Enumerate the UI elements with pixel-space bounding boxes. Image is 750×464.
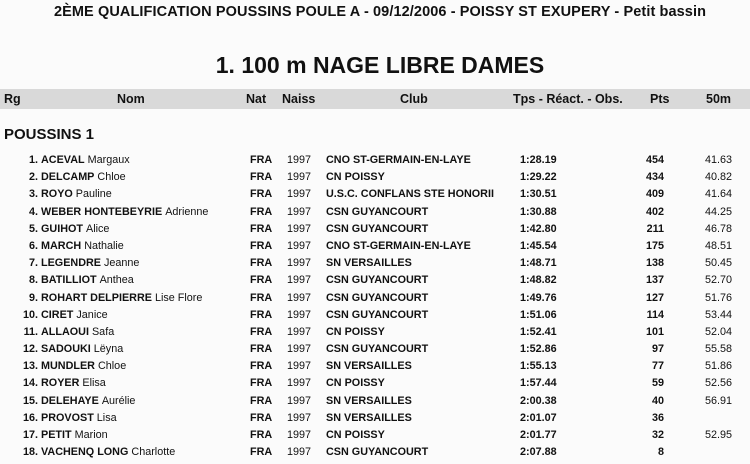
club-cell: CN POISSY [326,325,385,338]
header-year: Naiss [282,92,316,106]
split-50m-cell: 52.95 [704,429,732,441]
nationality-cell: FRA [250,429,273,441]
birth-year-cell: 1997 [287,291,312,304]
swimmer-name-cell [41,240,124,252]
time-cell: 2:07.88 [520,446,557,459]
nationality-cell: FRA [250,222,273,235]
rank-cell: 15. [22,394,38,407]
nationality-cell: FRA [250,325,273,338]
split-50m-cell: 53.44 [704,308,732,321]
table-row [0,324,750,341]
split-50m-cell: 52.70 [704,274,732,287]
last-name: VACHENQ LONG [41,446,129,459]
time-cell: 1:49.76 [520,291,557,304]
nationality-cell: FRA [250,205,273,218]
header-club: Club [400,92,428,106]
nationality-cell: FRA [250,446,273,459]
last-name: DELEHAYE [41,394,99,407]
birth-year-cell: 1997 [287,239,312,252]
points-cell: 32 [651,429,664,441]
nationality-cell: FRA [250,360,273,373]
table-row [0,427,750,444]
first-name: Margaux [87,154,130,166]
swimmer-name-cell [41,309,108,321]
points-cell: 101 [645,325,664,338]
swimmer-name-cell [41,171,126,183]
time-cell: 1:48.82 [520,274,557,287]
split-50m-cell: 41.63 [704,154,732,166]
table-row [0,272,750,289]
swimmer-name-cell [41,343,123,355]
header-nat: Nat [246,92,267,106]
first-name: Chloe [97,360,127,373]
split-50m-cell: 55.58 [704,343,732,356]
last-name: BATILLIOT [41,274,97,287]
points-cell: 137 [645,274,664,287]
last-name: DELCAMP [41,171,95,184]
swimmer-name-cell [41,446,175,458]
time-cell: 1:28.19 [520,154,557,166]
rank-cell: 18. [22,446,38,459]
time-cell: 2:00.38 [520,394,557,407]
birth-year-cell: 1997 [287,308,312,321]
last-name: LEGENDRE [41,257,101,270]
nationality-cell: FRA [250,411,273,424]
first-name: Lise Flore [154,291,203,304]
last-name: ACEVAL [41,154,85,166]
split-50m-cell: 48.51 [704,239,732,252]
nationality-cell: FRA [250,274,273,287]
split-50m-cell: 50.45 [704,257,732,270]
first-name: Aurélie [101,394,136,407]
time-cell: 1:29.22 [520,171,557,184]
points-cell: 77 [651,360,664,373]
birth-year-cell: 1997 [287,154,312,166]
swimmer-name-cell [41,429,108,441]
points-cell: 97 [651,343,664,356]
nationality-cell: FRA [250,377,273,390]
rank-cell: 3. [28,188,38,201]
club-cell: CSN GUYANCOURT [326,205,429,218]
club-cell: CSN GUYANCOURT [326,343,429,356]
birth-year-cell: 1997 [287,377,312,390]
club-cell: SN VERSAILLES [326,411,412,424]
club-cell: CN POISSY [326,429,385,441]
first-name: Pauline [75,188,112,201]
club-cell: CSN GUYANCOURT [326,274,429,287]
rank-cell: 11. [23,325,38,338]
time-cell: 1:45.54 [520,239,557,252]
swimmer-name-cell [41,412,117,424]
points-cell: 211 [646,222,664,235]
first-name: Alice [86,222,110,235]
birth-year-cell: 1997 [287,257,312,270]
swimmer-name-cell [41,223,109,235]
time-cell: 1:52.41 [520,325,557,338]
first-name: Safa [91,325,115,338]
birth-year-cell: 1997 [287,360,312,373]
time-cell: 1:51.06 [520,308,557,321]
last-name: ROYO [41,188,73,201]
time-cell: 1:30.51 [520,188,557,201]
first-name: Anthea [99,274,134,287]
club-cell: CNO ST-GERMAIN-EN-LAYE [326,154,471,166]
club-cell: CSN GUYANCOURT [326,222,429,235]
time-cell: 1:30.88 [520,205,557,218]
rank-cell: 16. [22,411,38,424]
points-cell: 175 [645,239,664,252]
table-row [0,358,750,375]
nationality-cell: FRA [250,257,273,270]
birth-year-cell: 1997 [287,222,312,235]
header-pts: Pts [650,92,670,106]
time-cell: 1:55.13 [520,360,557,373]
club-cell: CSN GUYANCOURT [326,446,429,459]
table-row [0,393,750,410]
club-cell: CN POISSY [326,377,385,390]
nationality-cell: FRA [250,171,273,184]
swimmer-name-cell [41,377,106,389]
header-time: Tps - Réact. - Obs. [513,92,623,106]
birth-year-cell: 1997 [287,205,312,218]
rank-cell: 12. [22,343,38,356]
rank-cell: 4. [28,205,38,218]
swimmer-name-cell [41,395,135,407]
time-cell: 2:01.77 [520,429,557,441]
table-row [0,152,750,169]
last-name: MARCH [41,239,82,252]
table-row [0,375,750,392]
rank-cell: 13. [22,360,38,373]
first-name: Lisa [96,411,117,424]
meet-title: 2ÈME QUALIFICATION POUSSINS POULE A - 09/12/2006 - POISSY ST EXUPERY - Petit bassin [53,4,707,20]
nationality-cell: FRA [250,343,273,356]
club-cell: SN VERSAILLES [326,360,412,373]
split-50m-cell: 41.64 [704,188,732,201]
rank-cell: 10. [22,308,38,321]
points-cell: 138 [645,257,664,270]
split-50m-cell: 44.25 [704,205,732,218]
event-title: 1. 100 m NAGE LIBRE DAMES [215,52,545,78]
birth-year-cell: 1997 [287,343,312,356]
last-name: WEBER HONTEBEYRIE [41,205,163,218]
header-rank: Rg [4,92,21,106]
rank-cell: 7. [28,257,38,270]
rank-cell: 8. [28,274,38,287]
split-50m-cell: 56.91 [704,394,732,407]
club-cell: CSN GUYANCOURT [326,291,429,304]
last-name: PETIT [41,429,72,441]
table-row [0,410,750,427]
results-table [0,152,750,461]
nationality-cell: FRA [250,291,273,304]
last-name: SADOUKI [41,343,91,356]
table-row [0,255,750,272]
last-name: ROHART DELPIERRE [41,291,152,304]
first-name: Elisa [82,377,106,390]
first-name: Chloe [97,171,126,184]
time-cell: 2:01.07 [520,411,557,424]
split-50m-cell: 51.86 [704,360,732,373]
nationality-cell: FRA [250,154,273,166]
last-name: ROYER [41,377,80,390]
table-row [0,204,750,221]
last-name: PROVOST [41,411,94,424]
points-cell: 409 [645,188,664,201]
birth-year-cell: 1997 [287,325,312,338]
swimmer-name-cell [41,292,202,304]
time-cell: 1:42.80 [520,222,557,235]
swimmer-name-cell [41,257,139,269]
club-cell: CSN GUYANCOURT [326,308,429,321]
split-50m-cell: 52.04 [704,325,732,338]
birth-year-cell: 1997 [287,171,312,184]
last-name: ALLAOUI [41,325,89,338]
points-cell: 40 [651,394,664,407]
rank-cell: 1. [28,154,38,166]
table-row [0,169,750,186]
split-50m-cell: 52.56 [704,377,732,390]
birth-year-cell: 1997 [287,274,312,287]
first-name: Nathalie [84,239,124,252]
table-row [0,221,750,238]
points-cell: 36 [651,411,664,424]
last-name: CIRET [41,308,74,321]
points-cell: 8 [657,446,664,459]
rank-cell: 6. [28,239,38,252]
nationality-cell: FRA [250,308,273,321]
time-cell: 1:48.71 [520,257,557,270]
club-cell: CNO ST-GERMAIN-EN-LAYE [326,239,471,252]
last-name: GUIHOT [41,222,83,235]
rank-cell: 9. [28,291,38,304]
birth-year-cell: 1997 [287,446,312,459]
birth-year-cell: 1997 [287,394,312,407]
points-cell: 454 [645,154,664,166]
category-heading: POUSSINS 1 [4,126,95,143]
rank-cell: 14. [22,377,38,390]
table-row [0,186,750,203]
nationality-cell: FRA [250,239,273,252]
split-50m-cell: 40.82 [704,171,732,184]
points-cell: 127 [645,291,664,304]
split-50m-cell: 51.76 [704,291,732,304]
column-header-bar [0,89,750,109]
club-cell: U.S.C. CONFLANS STE HONORII [326,188,494,201]
swimmer-name-cell [41,188,112,200]
split-50m-cell: 46.78 [704,222,732,235]
time-cell: 1:52.86 [520,343,557,356]
time-cell: 1:57.44 [520,377,557,390]
header-split: 50m [706,92,732,106]
points-cell: 114 [646,308,664,321]
first-name: Adrienne [165,205,209,218]
rank-cell: 17. [22,429,38,441]
table-row [0,238,750,255]
last-name: MUNDLER [41,360,95,373]
first-name: Jeanne [104,257,140,270]
table-row [0,341,750,358]
rank-cell: 5. [28,222,38,235]
swimmer-name-cell [41,154,130,166]
table-row [0,307,750,324]
points-cell: 402 [645,205,664,218]
swimmer-name-cell [41,326,114,338]
swimmer-name-cell [41,206,208,218]
first-name: Charlotte [131,446,176,459]
nationality-cell: FRA [250,188,273,201]
points-cell: 59 [651,377,664,390]
club-cell: SN VERSAILLES [326,257,412,270]
swimmer-name-cell [41,360,126,372]
table-row [0,444,750,461]
table-row [0,290,750,307]
birth-year-cell: 1997 [287,188,312,201]
header-name: Nom [117,92,145,106]
club-cell: CN POISSY [326,171,385,184]
birth-year-cell: 1997 [287,411,312,424]
rank-cell: 2. [28,171,38,184]
nationality-cell: FRA [250,394,273,407]
first-name: Lëyna [93,343,124,356]
birth-year-cell: 1997 [287,429,312,441]
club-cell: SN VERSAILLES [326,394,412,407]
first-name: Marion [74,429,108,441]
points-cell: 434 [645,171,664,184]
first-name: Janice [76,308,108,321]
swimmer-name-cell [41,274,134,286]
